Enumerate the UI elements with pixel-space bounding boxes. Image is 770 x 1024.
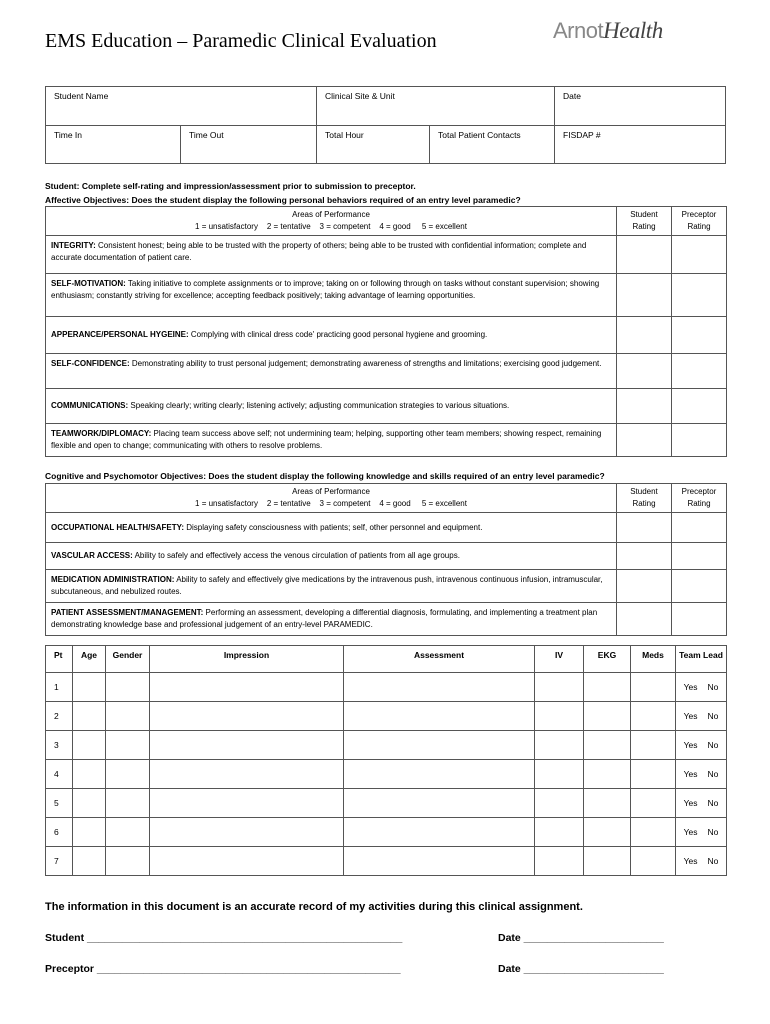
objective-integrity <box>46 236 617 274</box>
team-lead-cell <box>676 818 727 847</box>
preceptor-rating-cell[interactable] <box>672 274 727 317</box>
objective-appearance <box>46 317 617 354</box>
age-cell[interactable] <box>73 847 106 876</box>
patient-contacts-table <box>45 645 727 876</box>
areas-title: Areas of Performance <box>292 487 370 496</box>
student-rating-cell[interactable] <box>617 354 672 389</box>
objective-text: Ability to safely and effectively access the venous circulation of patients from all age groups. <box>132 551 460 560</box>
pt-number: 7 <box>46 847 73 876</box>
areas-header <box>46 484 617 513</box>
objective-label: COMMUNICATIONS: <box>51 401 129 410</box>
affective-table <box>45 206 727 457</box>
preceptor-rating-cell[interactable] <box>672 354 727 389</box>
assessment-cell[interactable] <box>344 731 535 760</box>
iv-cell[interactable] <box>535 702 584 731</box>
date-field[interactable]: Date <box>555 87 726 126</box>
no-option[interactable]: No <box>707 856 719 866</box>
total-patient-contacts-field[interactable]: Total Patient Contacts <box>430 126 555 164</box>
age-cell[interactable] <box>73 731 106 760</box>
objective-text: Taking initiative to complete assignments or to improve; taking on or following through on tasks without constant supervision; showing enthusiasm; constantly striving for excellence; accepting feedback positively; taking advantage of learning opportunities. <box>51 279 600 300</box>
assessment-cell[interactable] <box>344 847 535 876</box>
preceptor-rating-header: Preceptor Rating <box>672 207 727 236</box>
objective-label: INTEGRITY: <box>51 241 96 250</box>
preceptor-rating-header: Preceptor Rating <box>672 484 727 513</box>
yes-option[interactable]: Yes <box>683 827 698 837</box>
impression-cell[interactable] <box>150 789 344 818</box>
assessment-cell[interactable] <box>344 702 535 731</box>
team-lead-header: Team Lead <box>676 646 727 673</box>
yes-option[interactable]: Yes <box>683 798 698 808</box>
table-row <box>46 760 727 789</box>
student-rating-cell[interactable] <box>617 389 672 424</box>
ekg-cell[interactable] <box>584 673 631 702</box>
age-cell[interactable] <box>73 673 106 702</box>
meds-cell[interactable] <box>631 818 676 847</box>
no-option[interactable]: No <box>707 682 719 692</box>
ekg-cell[interactable] <box>584 702 631 731</box>
table-row <box>46 673 727 702</box>
gender-header: Gender <box>106 646 150 673</box>
assessment-cell[interactable] <box>344 818 535 847</box>
preceptor-rating-cell[interactable] <box>672 424 727 457</box>
fisdap-field[interactable]: FISDAP # <box>555 126 726 164</box>
table-row <box>46 818 727 847</box>
impression-header: Impression <box>150 646 344 673</box>
preceptor-rating-cell[interactable] <box>672 543 727 570</box>
assessment-cell[interactable] <box>344 673 535 702</box>
team-lead-cell <box>676 760 727 789</box>
objective-label: PATIENT ASSESSMENT/MANAGEMENT: <box>51 608 204 617</box>
meds-cell[interactable] <box>631 702 676 731</box>
impression-cell[interactable] <box>150 847 344 876</box>
age-cell[interactable] <box>73 818 106 847</box>
student-rating-header: Student Rating <box>617 484 672 513</box>
logo-text-light: Arnot <box>553 18 604 43</box>
no-option[interactable]: No <box>707 769 719 779</box>
objective-teamwork <box>46 424 617 457</box>
time-out-field[interactable]: Time Out <box>181 126 317 164</box>
logo-text-bold: Health <box>603 18 663 43</box>
self-rating-instruction: Student: Complete self-rating and impression/assessment prior to submission to preceptor. <box>45 181 416 191</box>
objective-label: VASCULAR ACCESS: <box>51 551 133 560</box>
student-rating-cell[interactable] <box>617 543 672 570</box>
impression-cell[interactable] <box>150 731 344 760</box>
rating-scale: 1 = unsatisfactory 2 = tentative 3 = competent 4 = good 5 = excellent <box>195 222 467 231</box>
gender-cell[interactable] <box>106 818 150 847</box>
student-rating-cell[interactable] <box>617 274 672 317</box>
objective-label: OCCUPATIONAL HEALTH/SAFETY: <box>51 522 185 532</box>
pt-number: 1 <box>46 673 73 702</box>
meds-cell[interactable] <box>631 673 676 702</box>
age-cell[interactable] <box>73 789 106 818</box>
preceptor-rating-cell[interactable] <box>672 389 727 424</box>
ekg-cell[interactable] <box>584 818 631 847</box>
yes-option[interactable]: Yes <box>683 769 698 779</box>
objective-patient-assessment <box>46 603 617 636</box>
ekg-header: EKG <box>584 646 631 673</box>
objective-label: SELF-CONFIDENCE: <box>51 359 130 368</box>
student-rating-cell[interactable] <box>617 570 672 603</box>
no-option[interactable]: No <box>707 827 719 837</box>
ekg-cell[interactable] <box>584 731 631 760</box>
objective-communications <box>46 389 617 424</box>
iv-header: IV <box>535 646 584 673</box>
preceptor-date-line[interactable]: Date ________________________ <box>498 963 664 975</box>
student-rating-cell[interactable] <box>617 513 672 543</box>
gender-cell[interactable] <box>106 847 150 876</box>
ekg-cell[interactable] <box>584 760 631 789</box>
preceptor-signature-line[interactable]: Preceptor ____________________________________________________ <box>45 963 401 975</box>
gender-cell[interactable] <box>106 731 150 760</box>
meds-cell[interactable] <box>631 789 676 818</box>
objective-text: Speaking clearly; writing clearly; listening actively; adjusting communication strategies to various situations. <box>128 401 510 410</box>
preceptor-rating-cell[interactable] <box>672 570 727 603</box>
table-row <box>46 847 727 876</box>
team-lead-cell <box>676 789 727 818</box>
meds-header: Meds <box>631 646 676 673</box>
objective-text: Ability to safely and effectively give medications by the intravenous push, intravenous continuous infusion, intramuscular, subcutaneous, and nebulized routes. <box>51 575 603 596</box>
areas-header <box>46 207 617 236</box>
meds-cell[interactable] <box>631 731 676 760</box>
pt-number: 4 <box>46 760 73 789</box>
objective-label: APPERANCE/PERSONAL HYGEINE: <box>51 330 189 339</box>
iv-cell[interactable] <box>535 731 584 760</box>
no-option[interactable]: No <box>707 798 719 808</box>
yes-option[interactable]: Yes <box>683 740 698 750</box>
objective-text: Performing an assessment, developing a differential diagnosis, formulating, and implementing a treatment plan demonstrating knowledge base and professional judgement of an entry-level PARAMEDIC. <box>51 608 598 629</box>
table-row <box>46 789 727 818</box>
student-date-line[interactable]: Date ________________________ <box>498 932 664 944</box>
student-signature-line[interactable]: Student ______________________________________________________ <box>45 932 403 944</box>
gender-cell[interactable] <box>106 702 150 731</box>
cognitive-table <box>45 483 727 636</box>
pt-number: 3 <box>46 731 73 760</box>
objective-self-confidence <box>46 354 617 389</box>
team-lead-cell <box>676 847 727 876</box>
cognitive-heading: Cognitive and Psychomotor Objectives: Does the student display the following knowledge and skills required of an entry level paramedic? <box>45 471 605 481</box>
accuracy-statement: The information in this document is an accurate record of my activities during this clinical assignment. <box>45 901 583 913</box>
team-lead-cell <box>676 731 727 760</box>
impression-cell[interactable] <box>150 760 344 789</box>
gender-cell[interactable] <box>106 673 150 702</box>
student-rating-cell[interactable] <box>617 603 672 636</box>
assessment-cell[interactable] <box>344 789 535 818</box>
meds-cell[interactable] <box>631 760 676 789</box>
student-name-field[interactable]: Student Name <box>46 87 317 126</box>
page-title: EMS Education – Paramedic Clinical Evaluation <box>45 30 437 52</box>
objective-label: MEDICATION ADMINISTRATION: <box>51 575 175 584</box>
rating-scale: 1 = unsatisfactory 2 = tentative 3 = competent 4 = good 5 = excellent <box>195 499 467 508</box>
ekg-cell[interactable] <box>584 789 631 818</box>
preceptor-rating-cell[interactable] <box>672 317 727 354</box>
assessment-cell[interactable] <box>344 760 535 789</box>
impression-cell[interactable] <box>150 818 344 847</box>
iv-cell[interactable] <box>535 847 584 876</box>
impression-cell[interactable] <box>150 673 344 702</box>
objective-self-motivation <box>46 274 617 317</box>
student-rating-cell[interactable] <box>617 317 672 354</box>
time-in-field[interactable]: Time In <box>46 126 181 164</box>
objective-medication-administration <box>46 570 617 603</box>
objective-vascular-access <box>46 543 617 570</box>
preceptor-rating-cell[interactable] <box>672 236 727 274</box>
pt-number: 6 <box>46 818 73 847</box>
preceptor-rating-cell[interactable] <box>672 513 727 543</box>
pt-header: Pt <box>46 646 73 673</box>
age-cell[interactable] <box>73 760 106 789</box>
yes-option[interactable]: Yes <box>683 682 698 692</box>
student-rating-header: Student Rating <box>617 207 672 236</box>
objective-label: TEAMWORK/DIPLOMACY: <box>51 429 152 438</box>
objective-text: Consistent honest; being able to be trusted with the property of others; being able to be trusted with confidential information; complete and accurate documentation of patient care. <box>51 241 587 262</box>
team-lead-cell <box>676 673 727 702</box>
meds-cell[interactable] <box>631 847 676 876</box>
objective-label: SELF-MOTIVATION: <box>51 279 126 288</box>
table-row <box>46 731 727 760</box>
objective-text: Demonstrating ability to trust personal judgement; demonstrating awareness of strengths and limitations; exercising good judgement. <box>129 359 602 368</box>
student-rating-cell[interactable] <box>617 236 672 274</box>
affective-heading: Affective Objectives: Does the student display the following personal behaviors required of an entry level paramedic? <box>45 195 521 205</box>
pt-number: 2 <box>46 702 73 731</box>
ekg-cell[interactable] <box>584 847 631 876</box>
no-option[interactable]: No <box>707 740 719 750</box>
table-row <box>46 702 727 731</box>
objective-text: Displaying safety consciousness with patients; self, other personnel and equipment. <box>184 522 483 532</box>
age-header: Age <box>73 646 106 673</box>
gender-cell[interactable] <box>106 789 150 818</box>
arnot-health-logo <box>553 18 663 44</box>
student-info-table <box>45 86 726 164</box>
preceptor-rating-cell[interactable] <box>672 603 727 636</box>
total-hour-field[interactable]: Total Hour <box>317 126 430 164</box>
yes-option[interactable]: Yes <box>683 711 698 721</box>
objective-occupational-safety <box>46 513 617 543</box>
no-option[interactable]: No <box>707 711 719 721</box>
iv-cell[interactable] <box>535 818 584 847</box>
objective-text: Complying with clinical dress code' practicing good personal hygiene and grooming. <box>188 330 488 339</box>
clinical-site-field[interactable]: Clinical Site & Unit <box>317 87 555 126</box>
gender-cell[interactable] <box>106 760 150 789</box>
iv-cell[interactable] <box>535 760 584 789</box>
objective-text: Placing team success above self; not undermining team; helping, supporting other team members; showing respect, remaining flexible and open to change; communicating with others to resolve problems. <box>51 429 602 450</box>
age-cell[interactable] <box>73 702 106 731</box>
yes-option[interactable]: Yes <box>683 856 698 866</box>
team-lead-cell <box>676 702 727 731</box>
impression-cell[interactable] <box>150 702 344 731</box>
areas-title: Areas of Performance <box>292 210 370 219</box>
assessment-header: Assessment <box>344 646 535 673</box>
iv-cell[interactable] <box>535 789 584 818</box>
pt-number: 5 <box>46 789 73 818</box>
student-rating-cell[interactable] <box>617 424 672 457</box>
iv-cell[interactable] <box>535 673 584 702</box>
